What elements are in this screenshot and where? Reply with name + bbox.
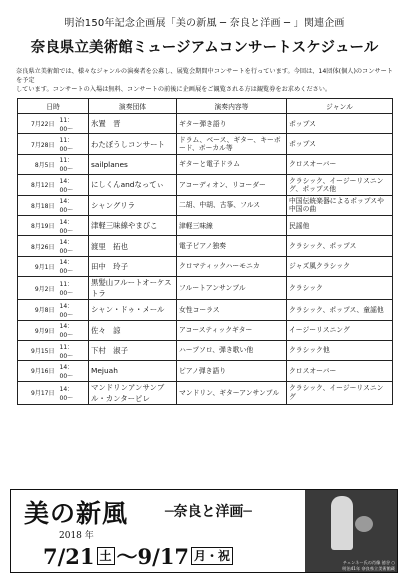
header-performer: 演奏団体 bbox=[89, 99, 177, 114]
painting-caption bbox=[309, 560, 395, 571]
performer-cell: Mejuah bbox=[89, 361, 177, 381]
performer-cell: にしくんandなってぃ bbox=[89, 175, 177, 195]
performer-cell: シャングリラ bbox=[89, 195, 177, 215]
header-datetime: 日時 bbox=[18, 99, 89, 114]
time-cell: 14：00〜 bbox=[58, 361, 89, 381]
table-row bbox=[18, 134, 393, 154]
date-cell: 9月8日 bbox=[18, 300, 58, 320]
time-cell: 11：00〜 bbox=[58, 114, 89, 134]
content-cell: ハープソロ、弾き歌い他 bbox=[177, 340, 287, 360]
header-genre: ジャンル bbox=[287, 99, 393, 114]
date-cell: 9月1日 bbox=[18, 256, 58, 276]
table-row bbox=[18, 236, 393, 256]
table-header-row bbox=[18, 99, 393, 114]
performer-cell: 田中 玲子 bbox=[89, 256, 177, 276]
genre-cell: 中国伝統楽器によるポップスや中国の曲 bbox=[287, 195, 393, 215]
content-cell: 二胡、中胡、古筝、フルス bbox=[177, 195, 287, 215]
performer-cell: シャン・ドゥ・メール bbox=[89, 300, 177, 320]
content-cell: 津軽三味線 bbox=[177, 215, 287, 235]
table-row bbox=[18, 256, 393, 276]
content-cell: フルートアンサンブル bbox=[177, 277, 287, 300]
start-date: 7/21 bbox=[43, 544, 95, 569]
genre-cell: クラシック、イージーリスニング bbox=[287, 381, 393, 404]
date-cell: 8月12日 bbox=[18, 175, 58, 195]
performer-cell: sailplanes bbox=[89, 154, 177, 174]
table-row bbox=[18, 154, 393, 174]
table-row bbox=[18, 114, 393, 134]
table-row bbox=[18, 277, 393, 300]
table-row bbox=[18, 300, 393, 320]
painting-detail bbox=[355, 516, 373, 532]
exhibition-banner bbox=[10, 489, 398, 573]
intro-line-1: 奈良県立美術館では、様々なジャンルの演奏者を公募し、展覧会期間中コンサートを行っています。今回は、14団体(個人)のコンサートを予定 bbox=[16, 68, 393, 84]
date-cell: 9月2日 bbox=[18, 277, 58, 300]
banner-subtitle: ─奈良と洋画─ bbox=[165, 504, 252, 520]
content-cell: アコーディオン、リコーダー bbox=[177, 175, 287, 195]
content-cell: ギターと電子ドラム bbox=[177, 154, 287, 174]
page-title: 奈良県立美術館ミュージアムコンサートスケジュール bbox=[30, 40, 379, 56]
time-cell: 14：00〜 bbox=[58, 236, 89, 256]
genre-cell: 民謡他 bbox=[287, 215, 393, 235]
start-day-box: 土 bbox=[97, 547, 115, 565]
performer-cell: わたぼうしコンサート bbox=[89, 134, 177, 154]
content-cell: ドラム、ベース、ギター、キーボード、ボーカル等 bbox=[177, 134, 287, 154]
time-cell: 14：00〜 bbox=[58, 256, 89, 276]
genre-cell: クロスオーバー bbox=[287, 361, 393, 381]
table-row bbox=[18, 340, 393, 360]
genre-cell: クラシック他 bbox=[287, 340, 393, 360]
date-cell: 8月26日 bbox=[18, 236, 58, 256]
time-cell: 11：00〜 bbox=[58, 277, 89, 300]
performer-cell: 下村 淑子 bbox=[89, 340, 177, 360]
genre-cell: ジャズ風クラシック bbox=[287, 256, 393, 276]
banner-year: 2018 年 bbox=[59, 531, 94, 541]
event-subtitle: 明治150年記念企画展「美の新風 ─ 奈良と洋画 ─ 」関連企画 bbox=[64, 18, 345, 29]
table-row bbox=[18, 320, 393, 340]
end-date: 9/17 bbox=[137, 544, 190, 569]
content-cell: ギター弾き語り bbox=[177, 114, 287, 134]
performer-cell: 黒髪山フルートオーケストラ bbox=[89, 277, 177, 300]
date-cell: 9月15日 bbox=[18, 340, 58, 360]
date-cell: 8月5日 bbox=[18, 154, 58, 174]
performer-cell: マンドリンアンサンブル・カンターピレ bbox=[89, 381, 177, 404]
genre-cell: イージーリスニング bbox=[287, 320, 393, 340]
genre-cell: クラシック、ポップス、童謡他 bbox=[287, 300, 393, 320]
content-cell: アコースティックギター bbox=[177, 320, 287, 340]
content-cell: マンドリン、ギターアンサンブル bbox=[177, 381, 287, 404]
banner-title: 美の新風 bbox=[24, 499, 129, 528]
tilde: 〜 bbox=[116, 544, 138, 569]
end-day-box: 月・祝 bbox=[191, 547, 233, 565]
painting-image bbox=[305, 490, 397, 573]
genre-cell: クラシック、ポップス bbox=[287, 236, 393, 256]
genre-cell: クロスオーバー bbox=[287, 154, 393, 174]
performer-cell: 津軽三味線やまびこ bbox=[89, 215, 177, 235]
time-cell: 11：00〜 bbox=[58, 134, 89, 154]
date-cell: 7月28日 bbox=[18, 134, 58, 154]
painting-caption-line-1: チェンネー氏の肖像 徳谷 ○ bbox=[342, 560, 395, 565]
header-content: 演奏内容等 bbox=[177, 99, 287, 114]
date-cell: 9月9日 bbox=[18, 320, 58, 340]
genre-cell: クラシック、イージーリスニング、ポップス他 bbox=[287, 175, 393, 195]
banner-dates bbox=[43, 541, 235, 571]
intro-line-2: しています。コンサートの入場は無料、コンサートの前後に企画展をご観覧される方は観覧券をお求めください。 bbox=[16, 86, 332, 93]
performer-cell: 佐々 諒 bbox=[89, 320, 177, 340]
time-cell: 14：00〜 bbox=[58, 195, 89, 215]
genre-cell: ポップス bbox=[287, 134, 393, 154]
content-cell: クロマティックハーモニカ bbox=[177, 256, 287, 276]
concert-schedule-table bbox=[17, 98, 393, 405]
table-row bbox=[18, 381, 393, 404]
performer-cell: 渡里 拓也 bbox=[89, 236, 177, 256]
content-cell: ピアノ弾き語り bbox=[177, 361, 287, 381]
date-cell: 8月18日 bbox=[18, 195, 58, 215]
table-row bbox=[18, 215, 393, 235]
date-cell: 9月16日 bbox=[18, 361, 58, 381]
table-row bbox=[18, 195, 393, 215]
date-cell: 9月17日 bbox=[18, 381, 58, 404]
genre-cell: クラシック bbox=[287, 277, 393, 300]
painting-caption-line-2: 明治41年 奈良県立美術館蔵 bbox=[342, 565, 395, 571]
time-cell: 11：00〜 bbox=[58, 154, 89, 174]
table-row bbox=[18, 175, 393, 195]
performer-cell: 氷置 晋 bbox=[89, 114, 177, 134]
genre-cell: ポップス bbox=[287, 114, 393, 134]
date-cell: 7月22日 bbox=[18, 114, 58, 134]
date-cell: 8月19日 bbox=[18, 215, 58, 235]
painting-figure bbox=[331, 496, 353, 550]
time-cell: 14：00〜 bbox=[58, 300, 89, 320]
time-cell: 14：00〜 bbox=[58, 320, 89, 340]
time-cell: 14：00〜 bbox=[58, 381, 89, 404]
time-cell: 14：00〜 bbox=[58, 215, 89, 235]
intro-paragraph bbox=[16, 67, 396, 94]
content-cell: 電子ピアノ独奏 bbox=[177, 236, 287, 256]
time-cell: 14：00〜 bbox=[58, 175, 89, 195]
table-row bbox=[18, 361, 393, 381]
content-cell: 女性コーラス bbox=[177, 300, 287, 320]
time-cell: 11：00〜 bbox=[58, 340, 89, 360]
